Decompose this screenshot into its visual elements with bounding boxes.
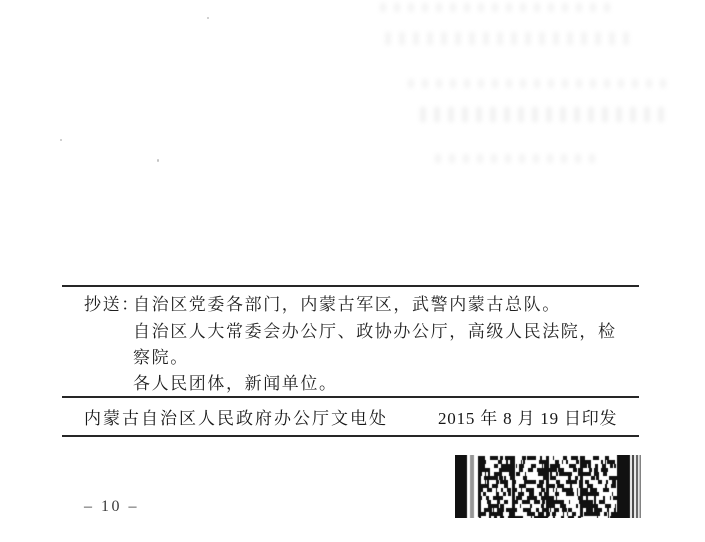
scan-bleedthrough-artifact xyxy=(380,3,615,12)
scan-speck-artifact xyxy=(207,17,209,19)
copy-to-line: 自治区党委各部门，内蒙古军区，武警内蒙古总队。 xyxy=(133,295,561,314)
separator-rule-bottom xyxy=(62,435,639,437)
copy-to-line: 自治区人大常委会办公厅、政协办公厅，高级人民法院，检 xyxy=(133,322,617,341)
separator-rule-top xyxy=(62,285,639,287)
scan-bleedthrough-artifact xyxy=(435,154,600,163)
scan-bleedthrough-artifact xyxy=(408,79,668,88)
scan-speck-artifact xyxy=(157,159,159,162)
issuing-office-name: 内蒙古自治区人民政府办公厅文电处 xyxy=(84,409,388,428)
scan-speck-artifact xyxy=(60,139,62,141)
scan-bleedthrough-artifact xyxy=(385,32,630,45)
print-date: 2015 年 8 月 19 日印发 xyxy=(438,409,618,428)
pdf417-barcode xyxy=(455,455,641,518)
copy-to-line: 各人民团体，新闻单位。 xyxy=(133,374,338,393)
page-number: – 10 – xyxy=(84,498,139,515)
copy-to-line: 察院。 xyxy=(133,348,189,367)
scan-bleedthrough-artifact xyxy=(420,107,670,122)
separator-rule-middle xyxy=(62,396,639,398)
copy-to-label: 抄送： xyxy=(84,295,140,314)
